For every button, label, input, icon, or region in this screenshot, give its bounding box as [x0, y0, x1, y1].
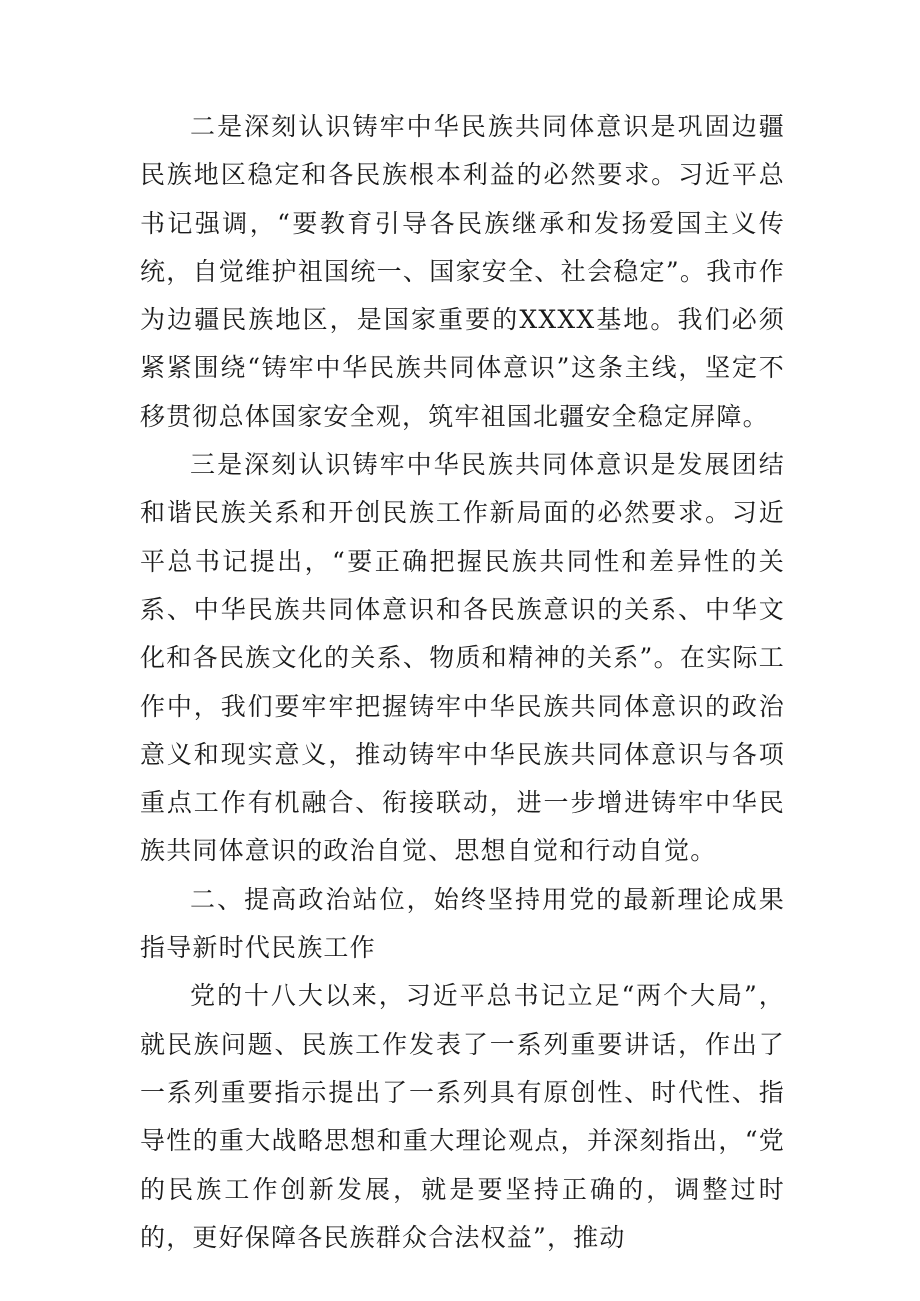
- section-heading-two: 二、提高政治站位，始终坚持用党的最新理论成果指导新时代民族工作: [140, 884, 785, 963]
- paragraph-party-theory: 党的十八大以来，习近平总书记立足“两个大局”，就民族问题、民族工作发表了一系列重要讲话，作出了一系列重要指示提出了一系列具有原创性、时代性、指导性的重大战略思想和重大理论观点，并深刻指出，“党的民族工作创新发展，就是要坚持正确的，调整过时的，更好保障各民族群众合法权益”，推动: [140, 981, 785, 1252]
- document-body: [140, 103, 785, 1262]
- paragraph-point-two: 二是深刻认识铸牢中华民族共同体意识是巩固边疆民族地区稳定和各民族根本利益的必然要求。习近平总书记强调，“要教育引导各民族继承和发扬爱国主义传统，自觉维护祖国统一、国家安全、社会稳定”。我市作为边疆民族地区，是国家重要的XXXX基地。我们必须紧紧围绕“铸牢中华民族共同体意识”这条主线，坚定不移贯彻总体国家安全观，筑牢祖国北疆安全稳定屏障。: [140, 112, 785, 431]
- paragraph-point-three: 三是深刻认识铸牢中华民族共同体意识是发展团结和谐民族关系和开创民族工作新局面的必然要求。习近平总书记提出，“要正确把握民族共同性和差异性的关系、中华民族共同体意识和各民族意识的关系、中华文化和各民族文化的关系、物质和精神的关系”。在实际工作中，我们要牢牢把握铸牢中华民族共同体意识的政治意义和现实意义，推动铸牢中华民族共同体意识与各项重点工作有机融合、衔接联动，进一步增进铸牢中华民族共同体意识的政治自觉、思想自觉和行动自觉。: [140, 450, 785, 866]
